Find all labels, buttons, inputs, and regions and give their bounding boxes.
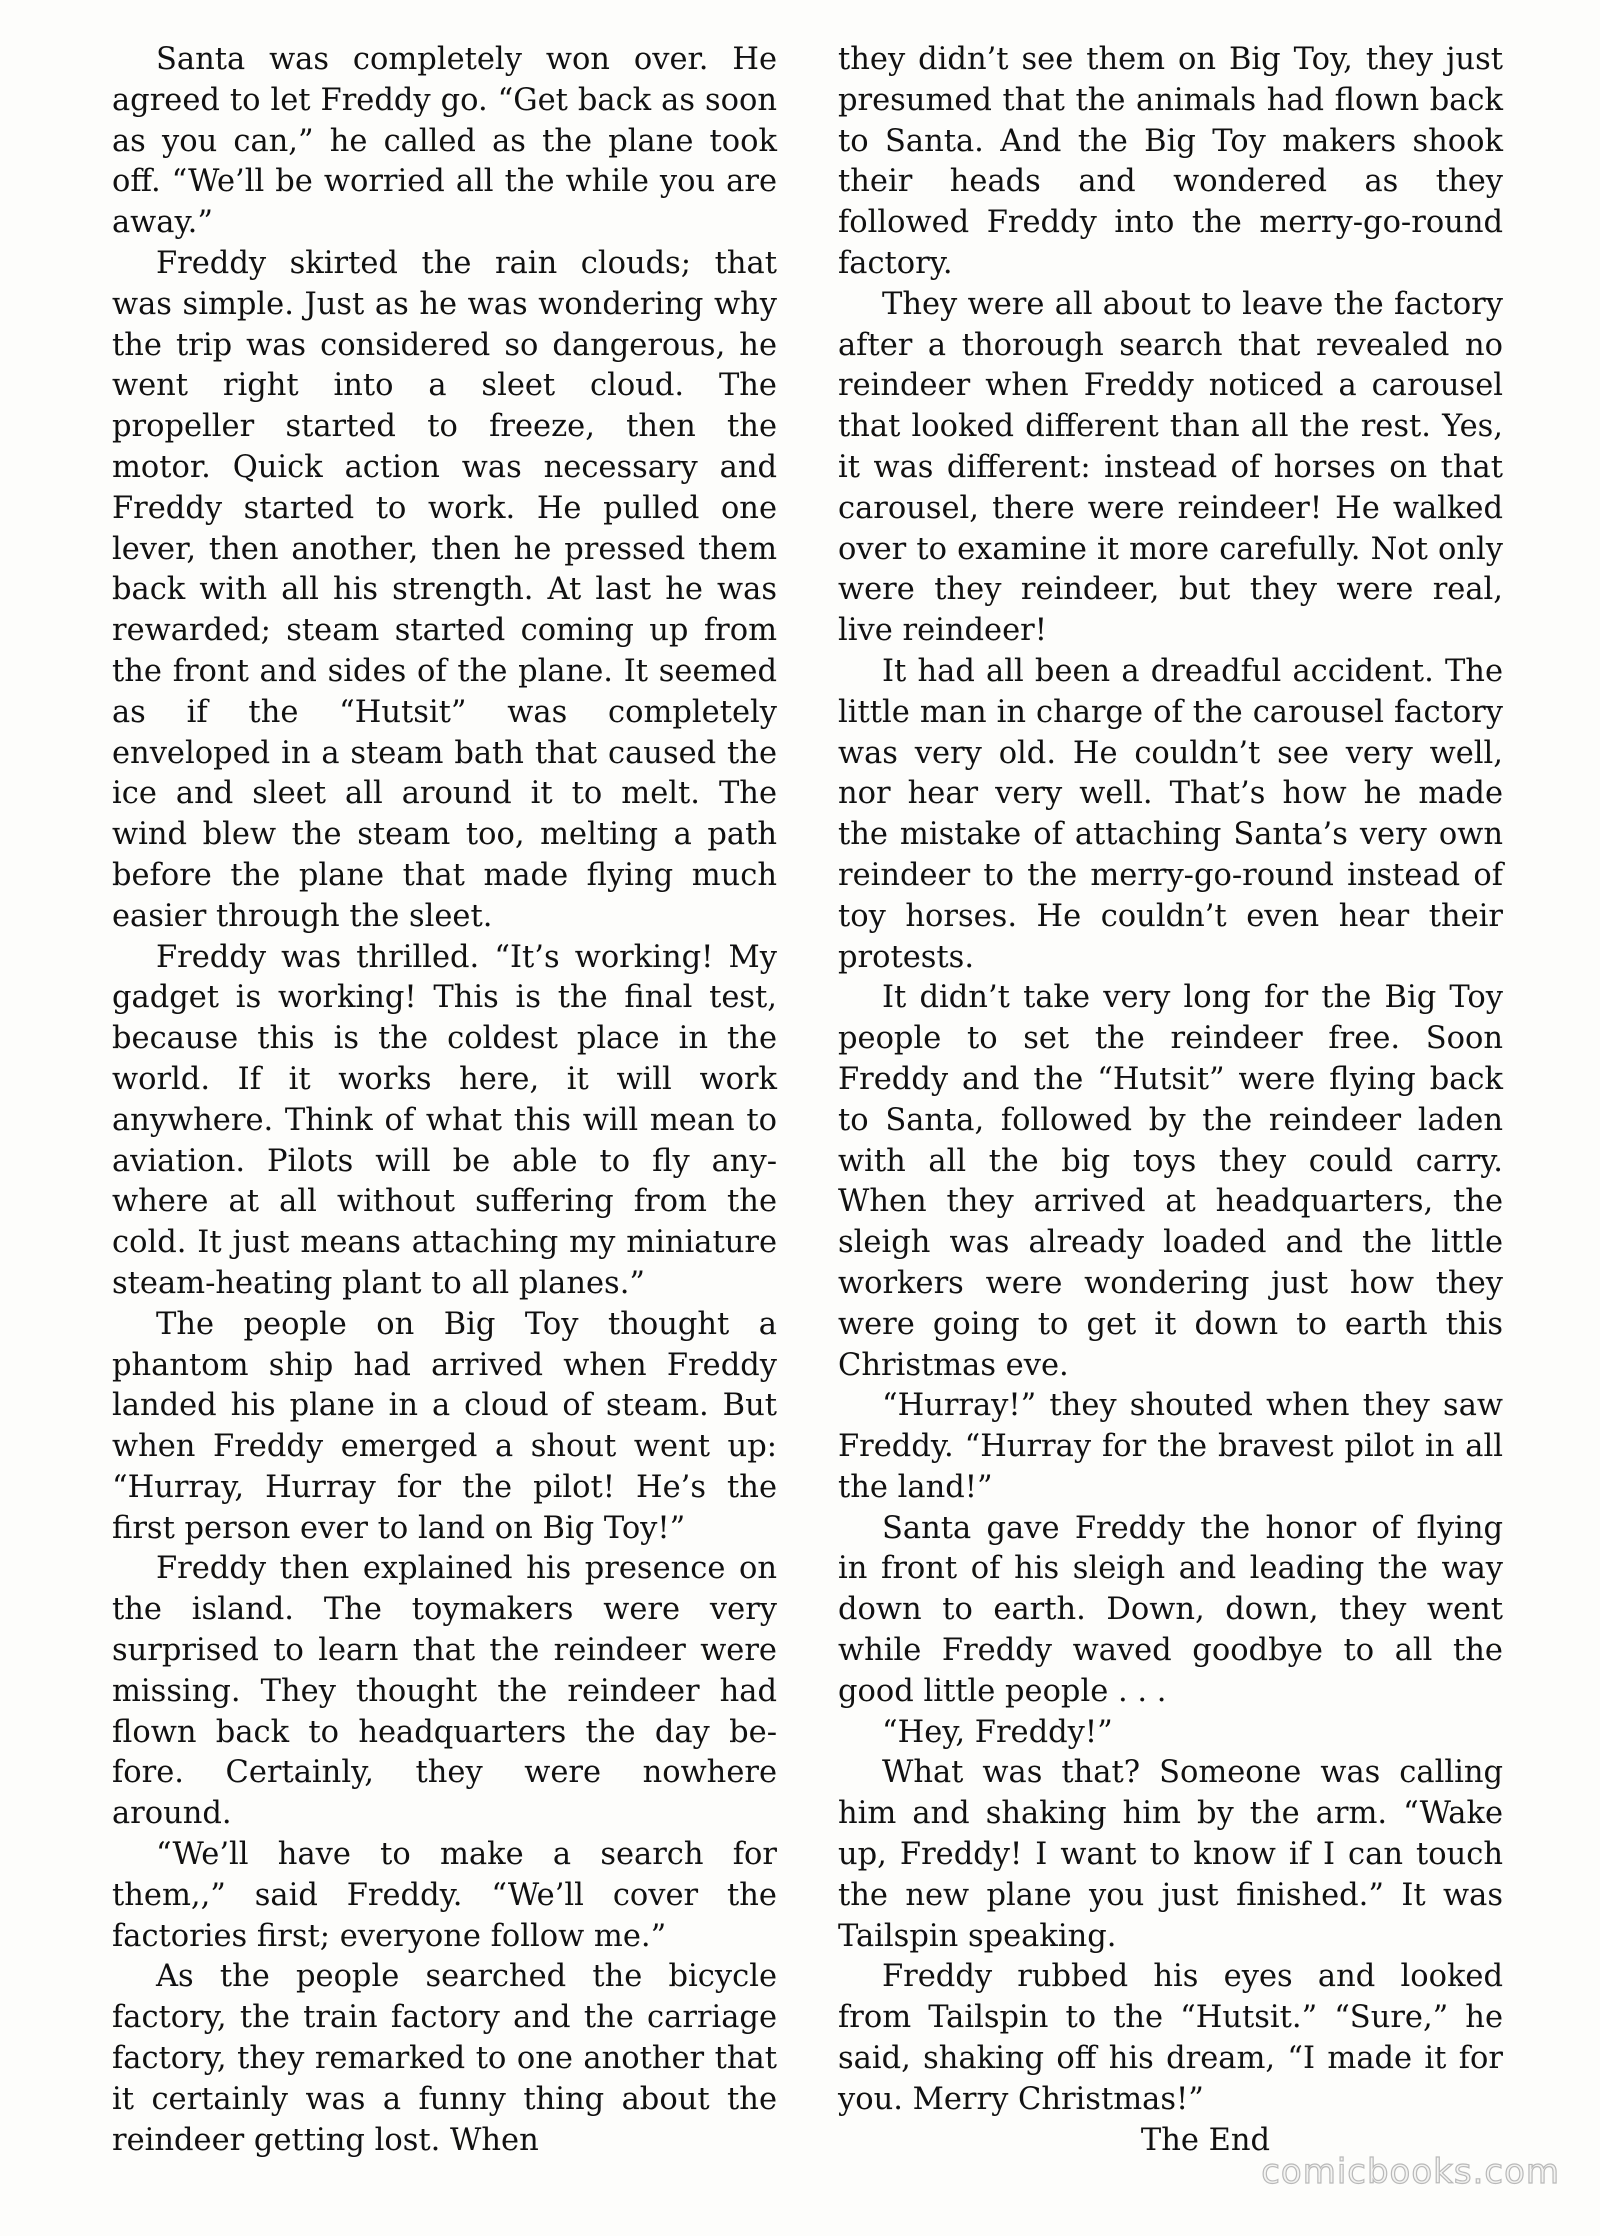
paragraph: It had all been a dreadful accident. The little man in charge of the carousel factory was very old. He couldn’t see very well, nor hear very well. That’s how he made the mistake of attaching Santa’s very own reindeer to the merry-go-round instead of toy horses. He couldn’t even hear their protests. xyxy=(838,653,1503,975)
paragraph: As the people searched the bicycle factory, the train factory and the carriage factory, they remarked to one another that it certainly was a funny thing about the reindeer getting lost. When xyxy=(112,1959,777,2158)
paragraph: It didn’t take very long for the Big Toy people to set the reindeer free. Soon Freddy and the “Hutsit” were flying back to Santa, followed by the reindeer laden with all the big toys they could carry. When they arrived at headquarters, the sleigh was already loaded and the little workers were wondering just how they were going to get it down to earth this Christmas eve. xyxy=(838,980,1503,1383)
paragraph: Santa gave Freddy the honor of flying in front of his sleigh and leading the way down to earth. Down, down, they went while Freddy waved goodbye to all the good little people . . . xyxy=(838,1510,1503,1709)
paragraph: The people on Big Toy thought a phantom ship had arrived when Freddy landed his plane in a cloud of steam. But when Freddy emerged a shout went up: “Hurray, Hurray for the pilot! He’s the first person ever to land on Big Toy!” xyxy=(112,1306,777,1546)
paragraph: “We’ll have to make a search for them,,” said Freddy. “We’ll cover the factories first; everyone follow me.” xyxy=(112,1837,777,1954)
paragraph: What was that? Someone was calling him and shaking him by the arm. “Wake up, Freddy! I want to know if I can touch the new plane you just finished.” It was Tailspin speaking. xyxy=(838,1755,1503,1954)
right-text-column xyxy=(838,40,1503,2161)
paragraph: Freddy then explained his presence on the island. The toymakers were very surprised to learn that the reindeer were missing. They thought the reindeer had flown back to headquarters the day before. Certainly, they were nowhere around. xyxy=(112,1551,777,1832)
paragraph: Freddy skirted the rain clouds; that was simple. Just as he was wondering why the trip was considered so dangerous, he went right into a sleet cloud. The propeller started to freeze, then the motor. Quick action was necessary and Freddy started to work. He pulled one lever, then another, then he pressed them back with all his strength. At last he was rewarded; steam started coming up from the front and sides of the plane. It seemed as if the “Hutsit” was completely enveloped in a steam bath that caused the ice and sleet all around it to melt. The wind blew the steam too, melting a path before the plane that made flying much easier through the sleet. xyxy=(112,245,777,934)
paragraph: “Hurray!” they shouted when they saw Freddy. “Hurray for the bravest pilot in all the land!” xyxy=(838,1388,1503,1505)
paragraph: They were all about to leave the factory after a thorough search that revealed no reindeer when Freddy noticed a carousel that looked different than all the rest. Yes, it was different: instead of horses on that carousel, there were reindeer! He walked over to examine it more carefully. Not only were they reindeer, but they were real, live reindeer! xyxy=(838,286,1503,649)
paragraph: Freddy was thrilled. “It’s working! My gadget is working! This is the final test, because this is the coldest place in the world. If it works here, it will work anywhere. Think of what this will mean to aviation. Pilots will be able to fly anywhere at all without suffering from the cold. It just means attaching my miniature steam-heating plant to all planes.” xyxy=(112,939,777,1301)
paragraph: Freddy rubbed his eyes and looked from Tailspin to the “Hutsit.” “Sure,” he said, shaking off his dream, “I made it for you. Merry Christmas!” xyxy=(838,1959,1503,2117)
site-watermark: comicbooks.com xyxy=(1261,2152,1560,2192)
paragraph: “Hey, Freddy!” xyxy=(882,1714,1113,1750)
continued-paragraph: they didn’t see them on Big Toy, they just presumed that the animals had flown back to Santa. And the Big Toy makers shook their heads and wondered as they followed Freddy into the merry-go-round factory. xyxy=(838,42,1503,281)
the-end-label: The End xyxy=(1140,2122,1271,2158)
paragraph: Santa was completely won over. He agreed to let Freddy go. “Get back as soon as you can,” he called as the plane took off. “We’ll be worried all the while you are away.” xyxy=(112,42,777,241)
left-text-column xyxy=(112,40,777,2161)
